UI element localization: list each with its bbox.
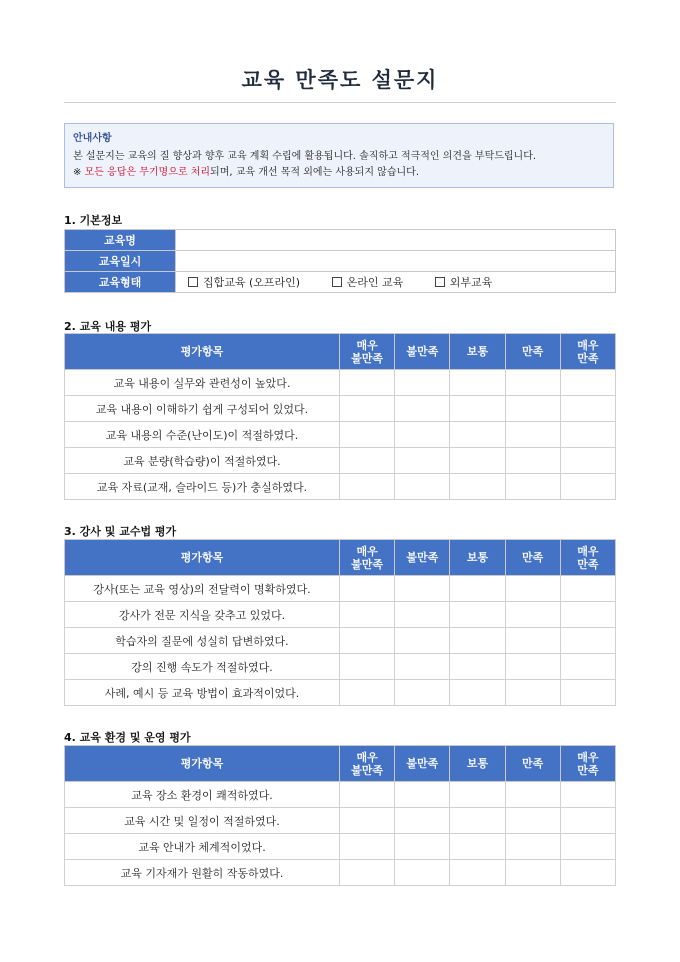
rating-cell-neutral[interactable]	[450, 602, 505, 628]
question-text: 사례, 예시 등 교육 방법이 효과적이었다.	[65, 680, 340, 706]
header-satisfied: 만족	[505, 746, 560, 782]
section-heading: 4. 교육 환경 및 운영 평가	[64, 731, 191, 744]
table-row	[65, 834, 616, 860]
rating-cell-dissatisfied[interactable]	[395, 808, 450, 834]
rating-cell-satisfied[interactable]	[505, 474, 560, 500]
rating-cell-dissatisfied[interactable]	[395, 576, 450, 602]
rating-cell-very-dissatisfied[interactable]	[340, 474, 395, 500]
table-row	[65, 396, 616, 422]
rating-cell-very-dissatisfied[interactable]	[340, 602, 395, 628]
question-text: 강사가 전문 지식을 갖추고 있었다.	[65, 602, 340, 628]
notice-mark: ※	[73, 167, 85, 178]
rating-cell-dissatisfied[interactable]	[395, 602, 450, 628]
option-offline-label: 집합교육 (오프라인)	[203, 276, 301, 289]
rating-cell-very-satisfied[interactable]	[560, 602, 615, 628]
table-row	[65, 860, 616, 886]
rating-cell-satisfied[interactable]	[505, 834, 560, 860]
rating-cell-neutral[interactable]	[450, 654, 505, 680]
rating-cell-neutral[interactable]	[450, 834, 505, 860]
course-type-label: 교육형태	[65, 272, 176, 293]
rating-cell-dissatisfied[interactable]	[395, 654, 450, 680]
rating-cell-very-dissatisfied[interactable]	[340, 370, 395, 396]
rating-cell-dissatisfied[interactable]	[395, 782, 450, 808]
rating-cell-satisfied[interactable]	[505, 422, 560, 448]
rating-cell-neutral[interactable]	[450, 422, 505, 448]
rating-cell-very-dissatisfied[interactable]	[340, 628, 395, 654]
header-very-satisfied: 매우 만족	[560, 334, 615, 370]
rating-cell-very-dissatisfied[interactable]	[340, 808, 395, 834]
question-text: 학습자의 질문에 성실히 답변하였다.	[65, 628, 340, 654]
rating-cell-dissatisfied[interactable]	[395, 680, 450, 706]
rating-cell-neutral[interactable]	[450, 680, 505, 706]
notice-line-2	[73, 165, 605, 181]
header-item: 평가항목	[65, 746, 340, 782]
rating-cell-very-dissatisfied[interactable]	[340, 680, 395, 706]
rating-cell-neutral[interactable]	[450, 474, 505, 500]
notice-heading: 안내사항	[73, 133, 112, 144]
table-row	[65, 654, 616, 680]
header-satisfied: 만족	[505, 334, 560, 370]
header-neutral: 보통	[450, 334, 505, 370]
rating-cell-satisfied[interactable]	[505, 808, 560, 834]
question-text: 교육 장소 환경이 쾌적하였다.	[65, 782, 340, 808]
rating-cell-satisfied[interactable]	[505, 680, 560, 706]
rating-table	[64, 539, 616, 706]
rating-cell-satisfied[interactable]	[505, 628, 560, 654]
question-text: 강의 진행 속도가 적절하였다.	[65, 654, 340, 680]
header-very-dissatisfied: 매우 불만족	[340, 334, 395, 370]
question-text: 교육 내용의 수준(난이도)이 적절하였다.	[65, 422, 340, 448]
rating-cell-dissatisfied[interactable]	[395, 448, 450, 474]
rating-cell-satisfied[interactable]	[505, 448, 560, 474]
rating-cell-neutral[interactable]	[450, 782, 505, 808]
question-text: 교육 분량(학습량)이 적절하였다.	[65, 448, 340, 474]
option-offline[interactable]	[188, 274, 300, 290]
header-item: 평가항목	[65, 540, 340, 576]
table-row	[65, 422, 616, 448]
rating-cell-satisfied[interactable]	[505, 860, 560, 886]
rating-cell-very-satisfied[interactable]	[560, 808, 615, 834]
rating-header-row	[65, 540, 616, 576]
header-item: 평가항목	[65, 334, 340, 370]
header-dissatisfied: 불만족	[395, 334, 450, 370]
rating-header-row	[65, 746, 616, 782]
rating-cell-dissatisfied[interactable]	[395, 422, 450, 448]
rating-table	[64, 745, 616, 886]
rating-cell-neutral[interactable]	[450, 808, 505, 834]
rating-cell-very-dissatisfied[interactable]	[340, 834, 395, 860]
question-text: 교육 내용이 이해하기 쉽게 구성되어 있었다.	[65, 396, 340, 422]
header-satisfied: 만족	[505, 540, 560, 576]
table-row	[65, 628, 616, 654]
rating-header-row	[65, 334, 616, 370]
rating-cell-satisfied[interactable]	[505, 782, 560, 808]
checkbox-icon[interactable]	[435, 277, 445, 287]
rating-cell-dissatisfied[interactable]	[395, 860, 450, 886]
rating-cell-very-dissatisfied[interactable]	[340, 448, 395, 474]
rating-cell-very-satisfied[interactable]	[560, 834, 615, 860]
rating-cell-satisfied[interactable]	[505, 576, 560, 602]
rating-cell-satisfied[interactable]	[505, 602, 560, 628]
header-dissatisfied: 불만족	[395, 540, 450, 576]
rating-cell-dissatisfied[interactable]	[395, 834, 450, 860]
header-very-dissatisfied: 매우 불만족	[340, 540, 395, 576]
table-row	[65, 680, 616, 706]
question-text: 교육 시간 및 일정이 적절하였다.	[65, 808, 340, 834]
table-row	[65, 576, 616, 602]
header-very-satisfied: 매우 만족	[560, 540, 615, 576]
rating-cell-very-satisfied[interactable]	[560, 448, 615, 474]
header-very-dissatisfied: 매우 불만족	[340, 746, 395, 782]
rating-cell-very-dissatisfied[interactable]	[340, 576, 395, 602]
table-row	[65, 602, 616, 628]
rating-cell-satisfied[interactable]	[505, 396, 560, 422]
rating-cell-very-satisfied[interactable]	[560, 370, 615, 396]
rating-cell-very-satisfied[interactable]	[560, 422, 615, 448]
course-name-label: 교육명	[65, 230, 176, 251]
question-text: 교육 자료(교재, 슬라이드 등)가 충실하였다.	[65, 474, 340, 500]
rating-cell-very-satisfied[interactable]	[560, 628, 615, 654]
course-date-label: 교육일시	[65, 251, 176, 272]
table-row	[65, 782, 616, 808]
header-very-satisfied: 매우 만족	[560, 746, 615, 782]
rating-table	[64, 333, 616, 500]
rating-cell-very-dissatisfied[interactable]	[340, 654, 395, 680]
rating-cell-very-satisfied[interactable]	[560, 860, 615, 886]
option-external-label: 외부교육	[449, 276, 493, 289]
rating-cell-very-satisfied[interactable]	[560, 396, 615, 422]
header-dissatisfied: 불만족	[395, 746, 450, 782]
rating-cell-neutral[interactable]	[450, 576, 505, 602]
option-external[interactable]	[435, 274, 493, 290]
rating-cell-dissatisfied[interactable]	[395, 370, 450, 396]
rating-cell-very-satisfied[interactable]	[560, 782, 615, 808]
checkbox-icon[interactable]	[332, 277, 342, 287]
question-text: 교육 내용이 실무와 관련성이 높았다.	[65, 370, 340, 396]
table-row	[65, 474, 616, 500]
table-row	[65, 448, 616, 474]
option-online[interactable]	[332, 274, 404, 290]
course-type-options	[176, 272, 616, 293]
rating-cell-very-dissatisfied[interactable]	[340, 860, 395, 886]
notice-box	[64, 123, 614, 188]
header-neutral: 보통	[450, 540, 505, 576]
rating-cell-very-satisfied[interactable]	[560, 654, 615, 680]
question-text: 교육 기자재가 원활히 작동하였다.	[65, 860, 340, 886]
notice-highlight: 모든 응답은 무기명으로 처리	[84, 167, 211, 178]
section-heading: 2. 교육 내용 평가	[64, 320, 152, 333]
header-neutral: 보통	[450, 746, 505, 782]
checkbox-icon[interactable]	[188, 277, 198, 287]
rating-cell-very-satisfied[interactable]	[560, 474, 615, 500]
table-row	[65, 808, 616, 834]
question-text: 교육 안내가 체계적이었다.	[65, 834, 340, 860]
rating-cell-neutral[interactable]	[450, 448, 505, 474]
rating-cell-very-dissatisfied[interactable]	[340, 422, 395, 448]
section-basic-heading: 1. 기본정보	[64, 214, 123, 227]
question-text: 강사(또는 교육 영상)의 전달력이 명확하였다.	[65, 576, 340, 602]
rating-cell-dissatisfied[interactable]	[395, 474, 450, 500]
table-row	[65, 370, 616, 396]
rating-cell-neutral[interactable]	[450, 396, 505, 422]
rating-cell-dissatisfied[interactable]	[395, 628, 450, 654]
rating-cell-very-satisfied[interactable]	[560, 680, 615, 706]
course-name-field[interactable]	[176, 230, 616, 251]
rating-cell-satisfied[interactable]	[505, 654, 560, 680]
notice-line-2-rest: 되며, 교육 개선 목적 외에는 사용되지 않습니다.	[210, 167, 420, 178]
rating-cell-very-satisfied[interactable]	[560, 576, 615, 602]
basic-info-table	[64, 229, 616, 293]
notice-line-1: 본 설문지는 교육의 질 향상과 향후 교육 계획 수립에 활용됩니다. 솔직하고 적극적인 의견을 부탁드립니다.	[73, 151, 537, 162]
course-date-field[interactable]	[176, 251, 616, 272]
rating-cell-neutral[interactable]	[450, 370, 505, 396]
title-divider	[64, 102, 616, 103]
rating-cell-very-dissatisfied[interactable]	[340, 782, 395, 808]
page-title: 교육 만족도 설문지	[241, 68, 439, 92]
rating-cell-neutral[interactable]	[450, 860, 505, 886]
rating-cell-neutral[interactable]	[450, 628, 505, 654]
section-heading: 3. 강사 및 교수법 평가	[64, 525, 177, 538]
option-online-label: 온라인 교육	[346, 276, 404, 289]
rating-cell-satisfied[interactable]	[505, 370, 560, 396]
rating-cell-very-dissatisfied[interactable]	[340, 396, 395, 422]
rating-cell-dissatisfied[interactable]	[395, 396, 450, 422]
